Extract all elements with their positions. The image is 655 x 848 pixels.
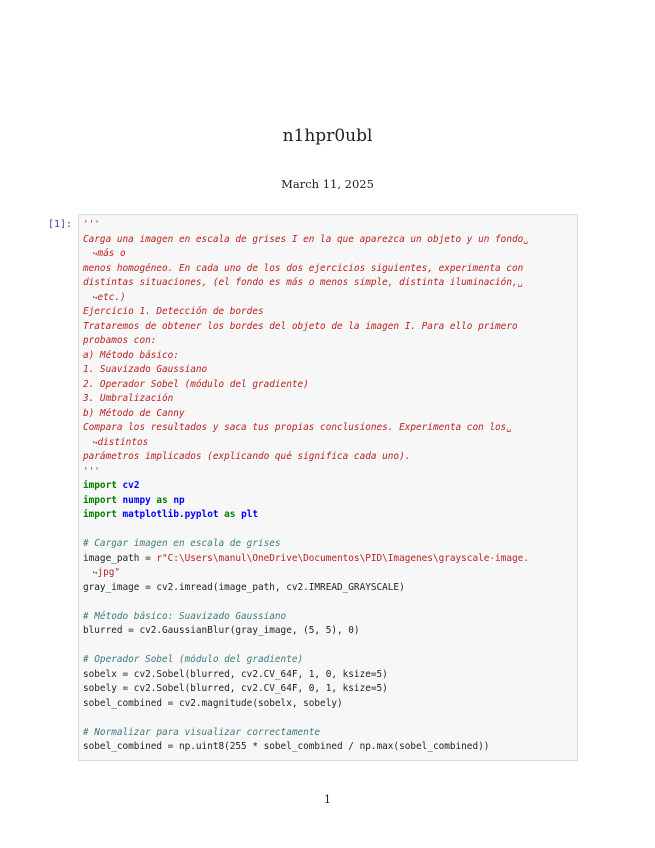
- wrap-marker-icon: ␣: [506, 423, 512, 432]
- code-cell[interactable]: [78, 214, 578, 761]
- docstring-open: ''': [83, 219, 100, 230]
- wrap-arrow-icon: ↪: [83, 249, 98, 258]
- code-comment: # Método básico: Suavizado Gaussiano: [83, 610, 287, 622]
- code-comment: # Cargar imagen en escala de grises: [83, 538, 281, 549]
- docstring-line: probamos con:: [83, 335, 157, 346]
- page-number: 1: [324, 793, 331, 806]
- import-line: import numpy as np: [83, 494, 185, 506]
- docstring-line: 1. Suavizado Gaussiano: [83, 364, 208, 375]
- docstring-line: Trataremos de obtener los bordes del objeto de la imagen I. Para ello primero: [83, 320, 518, 332]
- code-comment: # Normalizar para visualizar correctamente: [83, 726, 321, 738]
- code-line: image_path = r"C:\Users\manul\OneDrive\Documentos\PID\Imagenes\grayscale-image.: [83, 552, 529, 564]
- docstring-line: parámetros implicados (explicando qué significa cada uno).: [83, 451, 411, 462]
- code-block: [83, 218, 573, 755]
- docstring-line: ↪etc.): [83, 291, 126, 303]
- wrap-marker-icon: ␣: [517, 278, 523, 287]
- code-line: sobelx = cv2.Sobel(blurred, cv2.CV_64F, 1, 0, ksize=5): [83, 668, 388, 680]
- docstring-line: distintas situaciones, (el fondo es más o menos simple, distinta iluminación,␣: [83, 277, 523, 288]
- document-title: n1hpr0ubl: [282, 126, 373, 146]
- blank-line: [83, 595, 573, 610]
- code-comment: # Operador Sobel (módulo del gradiente): [83, 654, 304, 665]
- cell-prompt: [1]:: [48, 219, 73, 230]
- blank-line: [83, 639, 573, 654]
- code-line: sobel_combined = np.uint8(255 * sobel_combined / np.max(sobel_combined)): [83, 741, 490, 752]
- code-line: sobely = cv2.Sobel(blurred, cv2.CV_64F, 0, 1, ksize=5): [83, 683, 388, 694]
- wrap-arrow-icon: ↪: [83, 568, 98, 577]
- docstring-line: a) Método básico:: [83, 349, 179, 361]
- docstring-line: ↪distintos: [83, 436, 149, 448]
- code-line: gray_image = cv2.imread(image_path, cv2.IMREAD_GRAYSCALE): [83, 581, 405, 593]
- wrap-arrow-icon: ↪: [83, 437, 98, 447]
- docstring-line: menos homogéneo. En cada uno de los dos ejercicios siguientes, experimenta con: [83, 262, 524, 274]
- blank-line: [83, 711, 573, 726]
- code-line: blurred = cv2.GaussianBlur(gray_image, (5, 5), 0): [83, 625, 360, 636]
- document-date: March 11, 2025: [281, 177, 374, 191]
- docstring-line: Compara los resultados y saca tus propias conclusiones. Experimenta con los␣: [83, 422, 512, 433]
- docstring-line: b) Método de Canny: [83, 407, 185, 419]
- docstring-close: ''': [83, 465, 100, 477]
- code-line: ↪jpg": [83, 567, 121, 578]
- blank-line: [83, 523, 573, 538]
- wrap-arrow-icon: ↪: [83, 292, 98, 302]
- docstring-line: ↪más o: [83, 248, 126, 259]
- code-line: sobel_combined = cv2.magnitude(sobelx, sobely): [83, 697, 343, 709]
- wrap-marker-icon: ␣: [523, 234, 529, 244]
- docstring-line: 2. Operador Sobel (módulo del gradiente): [83, 378, 309, 390]
- import-line: import matplotlib.pyplot as plt: [83, 509, 259, 520]
- import-line: import cv2: [83, 480, 140, 491]
- docstring-line: Carga una imagen en escala de grises I en la que aparezca un objeto y un fondo␣: [83, 233, 529, 245]
- docstring-line: 3. Umbralización: [83, 393, 174, 404]
- docstring-line: Ejercicio 1. Detección de bordes: [83, 306, 264, 317]
